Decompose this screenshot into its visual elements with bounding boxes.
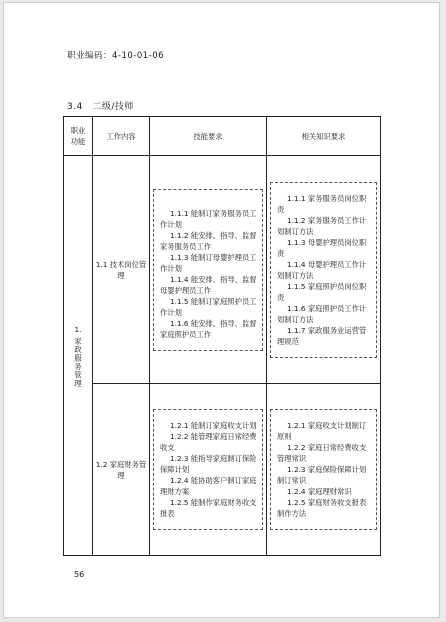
list-item: 1.2.4 家庭理财常识 [287,487,352,496]
header-knowledge-requirements: 相关知识要求 [267,117,381,156]
skill-list [153,409,263,530]
list-item: 1.1.4 能安排、指导、监督母婴护理员工作 [160,274,257,295]
list-item: 1.2.5 能制作家庭财务收支报表 [160,498,257,518]
list-item: 1.1.7 家政服务业运营管理规范 [277,325,367,346]
document-page [3,2,440,618]
list-item: 1.1.4 母婴护理员工作计划制订方法 [277,259,367,280]
work-content-cell: 1.1 技术岗位管理 [93,156,150,384]
list-item: 1.1.6 能安排、指导、监督家庭照护员工作 [160,318,257,339]
table-row [64,156,381,384]
list-item: 1.2.2 家庭日常经费收支管理常识 [277,443,367,463]
table-row [64,384,381,556]
list-item: 1.1.6 家庭照护员工作计划制订方法 [277,303,367,324]
list-item: 1.2.4 能协助客户制订家庭理财方案 [160,476,257,496]
list-item: 1.1.3 母婴护理员岗位职责 [277,237,367,258]
requirements-table [63,116,381,556]
occupation-code: 职业编码：4-10-01-06 [67,51,165,61]
list-item: 1.2.5 家庭财务收支报表制作方法 [277,498,367,518]
skill-list [153,189,263,351]
skill-cell [150,156,267,384]
function-number: 1. [74,324,82,334]
list-item: 1.1.1 能制订家务服务员工作计划 [160,208,257,229]
list-item: 1.2.1 能制订家庭收支计划 [170,421,257,430]
list-item: 1.1.3 能制订母婴护理员工作计划 [160,252,257,273]
list-item: 1.1.1 家务服务员岗位职责 [277,193,367,214]
header-function-line2: 功能 [70,137,86,146]
table-header-row [64,117,381,156]
list-item: 1.1.5 能制订家庭照护员工作计划 [160,296,257,317]
list-item: 1.1.2 家务服务员工作计划制订方法 [277,215,367,236]
header-function-line1: 职业 [70,126,86,135]
function-cell [64,156,93,556]
knowledge-cell [267,156,381,384]
skill-cell [150,384,267,556]
list-item: 1.2.3 家庭保险保障计划制订常识 [277,465,367,485]
section-title: 3.4 二级/技师 [67,102,134,112]
knowledge-cell [267,384,381,556]
list-item: 1.2.3 能指导家庭制订保险保障计划 [160,454,257,474]
header-skill-requirements: 技能要求 [150,117,267,156]
list-item: 1.2.1 家庭收支计划制订原则 [277,421,367,441]
list-item: 1.1.5 家庭照护员岗位职责 [277,281,367,302]
header-work-content: 工作内容 [93,117,150,156]
page-number: 56 [74,570,85,579]
work-content-cell: 1.2 家庭财务管理 [93,384,150,556]
knowledge-list [270,182,377,358]
list-item: 1.2.2 能管理家庭日常经费收支 [160,432,257,452]
header-function [64,117,93,156]
knowledge-list [270,409,377,530]
list-item: 1.1.2 能安排、指导、监督家务服务员工作 [160,230,257,251]
function-name: 家政服务管理 [73,336,83,388]
